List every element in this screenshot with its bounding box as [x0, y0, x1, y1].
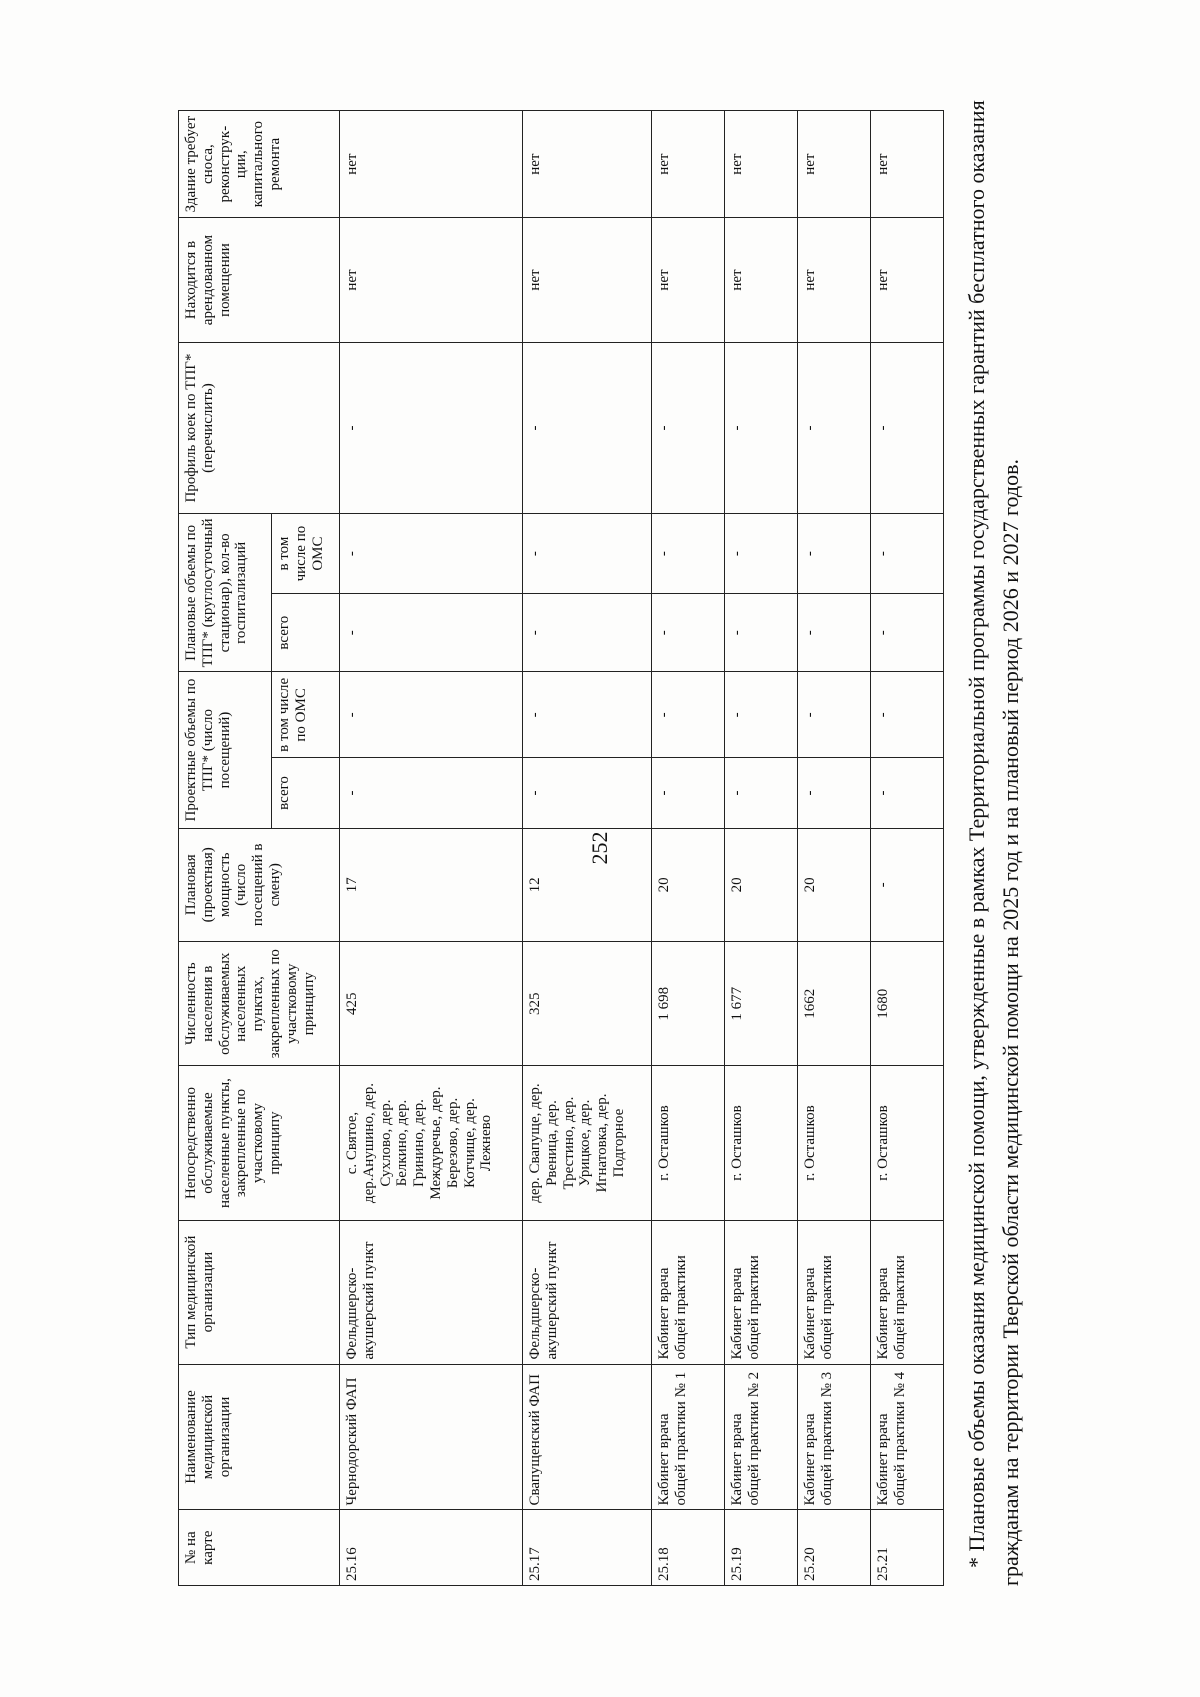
cell-capacity: 12: [523, 828, 652, 941]
cell-capacity: 17: [340, 828, 523, 941]
cell-rented: нет: [523, 218, 652, 343]
cell-num: 25.20: [798, 1510, 871, 1586]
cell-num: 25.18: [652, 1510, 725, 1586]
cell-hosp-oms: -: [725, 514, 798, 594]
cell-visits-oms: -: [340, 672, 523, 758]
table-row: [725, 111, 798, 1586]
cell-name: Кабинет врача общей практики № 4: [871, 1364, 944, 1510]
cell-hosp-total: -: [871, 593, 944, 672]
cell-bed-profile: -: [523, 342, 652, 513]
cell-visits-total: -: [652, 758, 725, 828]
cell-visits-total: -: [871, 758, 944, 828]
cell-type: Фельдшерско-акушерский пункт: [523, 1220, 652, 1364]
cell-settlements: г. Осташков: [798, 1066, 871, 1220]
cell-capacity: 20: [798, 828, 871, 941]
header-name: Наименование медицинской организации: [179, 1364, 340, 1510]
table-row: [871, 111, 944, 1586]
cell-num: 25.21: [871, 1510, 944, 1586]
header-visits-oms: в том числе по ОМС: [272, 672, 340, 758]
cell-bed-profile: -: [652, 342, 725, 513]
cell-rented: нет: [652, 218, 725, 343]
cell-hosp-oms: -: [523, 514, 652, 594]
header-hosp-total: всего: [272, 593, 340, 672]
cell-type: Фельдшерско-акушерский пункт: [340, 1220, 523, 1364]
cell-visits-oms: -: [871, 672, 944, 758]
cell-visits-total: -: [725, 758, 798, 828]
cell-hosp-oms: -: [871, 514, 944, 594]
table-row: [523, 111, 652, 1586]
cell-population: 1662: [798, 941, 871, 1066]
cell-demolition: нет: [871, 111, 944, 218]
cell-population: 1680: [871, 941, 944, 1066]
cell-num: 25.17: [523, 1510, 652, 1586]
cell-hosp-total: -: [652, 593, 725, 672]
cell-hosp-oms: -: [652, 514, 725, 594]
cell-name: Чернодорский ФАП: [340, 1364, 523, 1510]
cell-rented: нет: [340, 218, 523, 343]
cell-visits-oms: -: [652, 672, 725, 758]
cell-bed-profile: -: [798, 342, 871, 513]
medical-organizations-table: [178, 110, 944, 1586]
cell-demolition: нет: [340, 111, 523, 218]
cell-hosp-total: -: [725, 593, 798, 672]
cell-capacity: -: [871, 828, 944, 941]
header-settlements: Непосредственно обслуживаемые населенные пункты, закрепленные по участковому принципу: [179, 1066, 340, 1220]
header-demolition: Здание требует сноса, реконструк-ции, капитального ремонта: [179, 111, 340, 218]
cell-type: Кабинет врача общей практики: [798, 1220, 871, 1364]
footnote: * Плановые объемы оказания медицинской помощи, утвержденные в рамках Территориальной программы государственных гарантий бесплатного оказания гражданам на территории Тверской области медицинской помощи на 2025 год и на плановый период 2026 и 2027 годов.: [964, 100, 1023, 1586]
header-type: Тип медицинской организации: [179, 1220, 340, 1364]
cell-settlements: г. Осташков: [725, 1066, 798, 1220]
cell-name: Свапущенский ФАП: [523, 1364, 652, 1510]
header-rented: Находится в арендованном помещении: [179, 218, 340, 343]
cell-hosp-total: -: [523, 593, 652, 672]
cell-settlements: г. Осташков: [652, 1066, 725, 1220]
header-bed-profile: Профиль коек по ТПГ* (перечислить): [179, 342, 340, 513]
cell-visits-oms: -: [798, 672, 871, 758]
cell-num: 25.19: [725, 1510, 798, 1586]
cell-num: 25.16: [340, 1510, 523, 1586]
header-hosp-oms: в том числе по ОМС: [272, 514, 340, 594]
cell-hosp-total: -: [798, 593, 871, 672]
cell-visits-total: -: [340, 758, 523, 828]
cell-bed-profile: -: [340, 342, 523, 513]
cell-visits-total: -: [798, 758, 871, 828]
cell-demolition: нет: [725, 111, 798, 218]
header-visits-total: всего: [272, 758, 340, 828]
header-capacity: Плановая (проектная) мощность (число посещений в смену): [179, 828, 340, 941]
cell-settlements: с. Святое, дер.Анушино, дер. Сухлово, дер. Белкино, дер. Гринино, дер. Междуречье, дер. Березово, дер. Котчище, дер. Лежнево: [340, 1066, 523, 1220]
cell-name: Кабинет врача общей практики № 3: [798, 1364, 871, 1510]
cell-capacity: 20: [725, 828, 798, 941]
header-population: Численность населения в обслуживаемых населенных пунктах, закрепленных по участковому принципу: [179, 941, 340, 1066]
header-hospitalizations: Плановые объемы по ТПГ* (круглосуточный стационар), кол-во госпитализаций: [179, 514, 272, 672]
cell-bed-profile: -: [725, 342, 798, 513]
table-row: [798, 111, 871, 1586]
cell-hosp-oms: -: [340, 514, 523, 594]
cell-demolition: нет: [652, 111, 725, 218]
cell-visits-oms: -: [725, 672, 798, 758]
cell-settlements: г. Осташков: [871, 1066, 944, 1220]
table-row: [652, 111, 725, 1586]
page-number: 252: [587, 831, 612, 865]
cell-name: Кабинет врача общей практики № 2: [725, 1364, 798, 1510]
cell-rented: нет: [798, 218, 871, 343]
cell-capacity: 20: [652, 828, 725, 941]
cell-type: Кабинет врача общей практики: [725, 1220, 798, 1364]
cell-bed-profile: -: [871, 342, 944, 513]
cell-name: Кабинет врача общей практики № 1: [652, 1364, 725, 1510]
cell-hosp-total: -: [340, 593, 523, 672]
cell-settlements: дер. Свапуще, дер. Рвеница, дер. Трестино, дер. Урицкое, дер. Игнатовка, дер. Подгорное: [523, 1066, 652, 1220]
cell-type: Кабинет врача общей практики: [871, 1220, 944, 1364]
cell-rented: нет: [725, 218, 798, 343]
cell-hosp-oms: -: [798, 514, 871, 594]
table-row: [340, 111, 523, 1586]
cell-rented: нет: [871, 218, 944, 343]
cell-visits-oms: -: [523, 672, 652, 758]
cell-population: 1 677: [725, 941, 798, 1066]
header-visits: Проектные объемы по ТПГ* (число посещений): [179, 672, 272, 828]
cell-population: 1 698: [652, 941, 725, 1066]
cell-visits-total: -: [523, 758, 652, 828]
cell-demolition: нет: [523, 111, 652, 218]
cell-demolition: нет: [798, 111, 871, 218]
cell-population: 425: [340, 941, 523, 1066]
header-num: № на карте: [179, 1510, 340, 1586]
cell-type: Кабинет врача общей практики: [652, 1220, 725, 1364]
cell-population: 325: [523, 941, 652, 1066]
